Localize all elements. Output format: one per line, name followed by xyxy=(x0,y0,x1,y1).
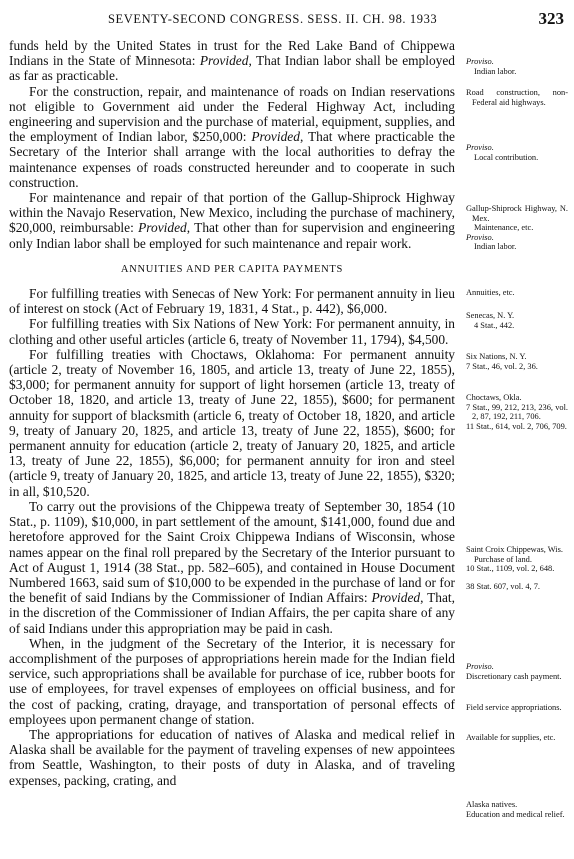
margin-note: Field service appropriations. xyxy=(466,703,562,712)
margin-note: Proviso. Discretionary cash payment. xyxy=(466,662,562,681)
margin-note: Annuities, etc. xyxy=(466,288,515,297)
paragraph: The appropriations for education of natives of Alaska and medical relief in Alaska shall be available for the payment of traveling expenses of new appointees from Seattle, Washington, to their posts of duty in Alaska, and of traveling expenses, packing, crating, and xyxy=(9,726,455,788)
margin-note: Senecas, N. Y. 4 Stat., 442. xyxy=(466,311,515,330)
main-text xyxy=(9,38,455,788)
page-header xyxy=(10,9,564,29)
paragraph: funds held by the United States in trust for the Red Lake Band of Chippewa Indians in the State of Minnesota: Provided, That Indian labor shall be employed as far as practicable. xyxy=(9,38,455,84)
paragraph: For maintenance and repair of that portion of the Gallup-Shiprock Highway within the Navajo Reservation, New Mexico, including the purchase of machinery, $20,000, reimbursable: Provided, That other than for supervision and engineering only Indian labor shall be employed for such maintenance and repair work. xyxy=(9,190,456,251)
paragraph: For the construction, repair, and maintenance of roads on Indian reservations not eligible to Government aid under the Federal Highway Act, including engineering and supervision and the purchase of material, equipment, supplies, and the employment of Indian labor, $250,000: Provided, That where practicable the Secretary of the Interior shall arrange with the local authorities to defray the maintenance expenses of roads constructed hereunder and to cooperate in such construction. xyxy=(9,83,455,190)
paragraph: When, in the judgment of the Secretary of the Interior, it is necessary for accomplishment of the purposes of appropriations herein made for the Indian field service, such appropriations shall be available for purchase of ice, rubber boots for use of employees, for travel expenses of employees on official business, and for the cost of packing, crating, drayage, and transportation of personal effects of employees upon permanent change of station. xyxy=(9,635,455,727)
margin-note: Six Nations, N. Y. 7 Stat., 46, vol. 2, 36. xyxy=(466,352,538,371)
margin-note: Saint Croix Chippewas, Wis. Purchase of land. 10 Stat., 1109, vol. 2, 648. 38 Stat. 607, vol. 4, 7. xyxy=(466,545,563,591)
margin-note: Road construction, non-Federal aid highways. xyxy=(466,88,568,107)
running-title: SEVENTY-SECOND CONGRESS. SESS. II. CH. 98. 1933 xyxy=(108,12,438,26)
paragraph: For fulfilling treaties with Choctaws, Oklahoma: For permanent annuity (article 2, treaty of November 16, 1805, and article 13, treaty of June 22, 1855), $3,000; for permanent annuity for support of light horsemen (article 13, treaty of October 18, 1820, and article 13, treaty of June 22, 1855), $600; for permanent annuity for support of blacksmith (article 6, treaty of October 18, 1820, and article 9, treaty of January 20, 1825, and article 13, treaty of June 22, 1855), $600; for permanent annuity for education (article 2, treaty of January 20, 1825, and article 13, treaty of June 22, 1855), $6,000; for permanent annuity for iron and steel (article 9, treaty of January 20, 1825, and article 13, treaty of June 22, 1855), $320; in all, $10,520. xyxy=(9,346,455,499)
paragraph: For fulfilling treaties with Six Nations of New York: For permanent annuity, in clothing and other useful articles (article 6, treaty of November 11, 1794), $4,500. xyxy=(9,316,455,347)
margin-note: Proviso. Local contribution. xyxy=(466,143,539,162)
section-heading: ANNUITIES AND PER CAPITA PAYMENTS xyxy=(120,263,344,275)
paragraph: To carry out the provisions of the Chippewa treaty of September 30, 1854 (10 Stat., p. 1109), $10,000, in part settlement of the amount, $141,000, found due and heretofore approved for the Saint Croix Chippewa Indians of Wisconsin, whose names appear on the final roll prepared by the Secretary of the Interior pursuant to Act of August 1, 1914 (38 Stat., pp. 582–605), and contained in House Document Numbered 1663, said sum of $10,000 to be expended in the purchase of land or for the benefit of said Indians by the Commissioner of Indian Affairs: Provided, That, in the discretion of the Commissioner of Indian Affairs, the per capita share of any of said Indians under this appropriation may be paid in cash. xyxy=(9,498,455,636)
margin-note: Choctaws, Okla. 7 Stat., 99, 212, 213, 236, vol. 2, 87, 192, 211, 706. 11 Stat., 614, vol. 2, 706, 709. xyxy=(466,393,568,431)
margin-note: Alaska natives. Education and medical relief. xyxy=(466,800,565,819)
margin-note: Gallup-Shiprock Highway, N. Mex. Maintenance, etc. Proviso. Indian labor. xyxy=(466,204,568,252)
page-number: 323 xyxy=(538,9,564,28)
margin-note: Proviso. Indian labor. xyxy=(466,57,517,76)
paragraph: For fulfilling treaties with Senecas of New York: For permanent annuity in lieu of interest on stock (Act of February 19, 1831, 4 Stat., p. 442), $6,000. xyxy=(9,286,455,317)
margin-note: Available for supplies, etc. xyxy=(466,733,556,742)
